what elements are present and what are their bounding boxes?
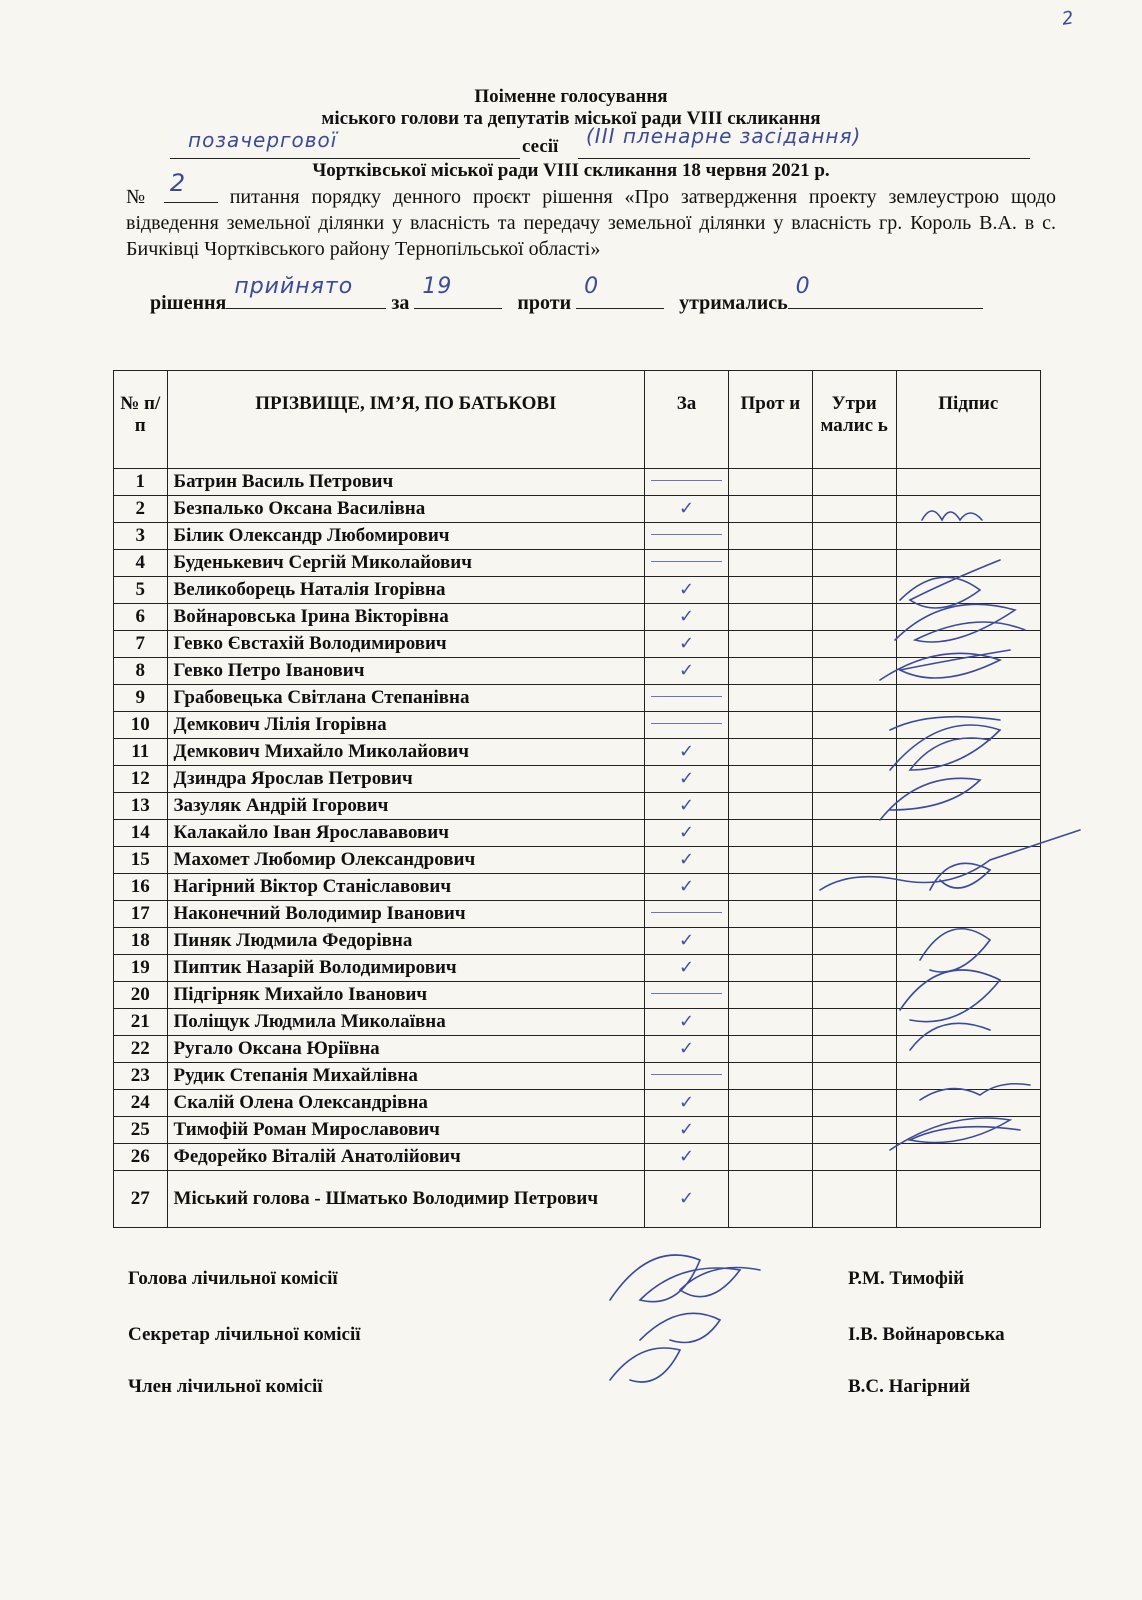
member-name: Дзиндра Ярослав Петрович bbox=[167, 766, 645, 793]
row-number: 10 bbox=[114, 712, 168, 739]
check-mark-icon: ✓ bbox=[679, 633, 695, 654]
vote-for-cell bbox=[645, 793, 729, 820]
table-row bbox=[114, 1117, 1041, 1144]
vote-abstain-cell bbox=[812, 1090, 896, 1117]
vote-abstain-cell bbox=[812, 1063, 896, 1090]
vote-against-cell bbox=[728, 793, 812, 820]
row-number: 27 bbox=[114, 1171, 168, 1228]
member-name: Безпалько Оксана Василівна bbox=[167, 496, 645, 523]
vote-for-cell bbox=[645, 1036, 729, 1063]
check-mark-icon: ✓ bbox=[679, 1011, 695, 1032]
vote-against-cell bbox=[728, 1009, 812, 1036]
row-number: 11 bbox=[114, 739, 168, 766]
footer-role: Член лічильної комісії bbox=[128, 1376, 323, 1397]
table-row bbox=[114, 766, 1041, 793]
table-row bbox=[114, 1171, 1041, 1228]
against-count-blank bbox=[576, 274, 664, 309]
check-mark-icon: ✓ bbox=[679, 795, 695, 816]
vote-for-cell bbox=[645, 766, 729, 793]
member-name: Войнаровська Ірина Вікторівна bbox=[167, 604, 645, 631]
check-mark-icon: ✓ bbox=[679, 1092, 695, 1113]
row-number: 22 bbox=[114, 1036, 168, 1063]
vote-for-cell bbox=[645, 874, 729, 901]
table-row bbox=[114, 577, 1041, 604]
for-label: за bbox=[391, 292, 410, 314]
check-mark-icon: ✓ bbox=[679, 1119, 695, 1140]
question-text: питання порядку денного проєкт рішення «Про затвердження проекту землеустрою щодо відведення земельної ділянки у власність та передачу земельної ділянки у власність гр. Король В.А. в с. Бичківці Чортківського району Тернопільської області» bbox=[126, 186, 1056, 260]
vote-against-cell bbox=[728, 1117, 812, 1144]
signature-cell bbox=[896, 766, 1040, 793]
vote-against-cell bbox=[728, 685, 812, 712]
signature-cell bbox=[896, 1090, 1040, 1117]
dash-mark-icon bbox=[651, 912, 722, 913]
member-name: Демкович Михайло Миколайович bbox=[167, 739, 645, 766]
signature-cell bbox=[896, 955, 1040, 982]
vote-against-cell bbox=[728, 901, 812, 928]
check-mark-icon: ✓ bbox=[679, 1188, 695, 1209]
check-mark-icon: ✓ bbox=[679, 957, 695, 978]
table-row bbox=[114, 1009, 1041, 1036]
abstain-count-handwritten: 0 bbox=[795, 274, 811, 299]
council-date-line: Чортківської міської ради VIII скликання 18 червня 2021 р. bbox=[312, 160, 830, 181]
vote-for-cell bbox=[645, 523, 729, 550]
check-mark-icon: ✓ bbox=[679, 660, 695, 681]
vote-for-cell bbox=[645, 739, 729, 766]
vote-against-cell bbox=[728, 766, 812, 793]
row-number: 3 bbox=[114, 523, 168, 550]
member-name: Гевко Євстахій Володимирович bbox=[167, 631, 645, 658]
for-count-handwritten: 19 bbox=[422, 274, 453, 299]
signature-cell bbox=[896, 820, 1040, 847]
row-number: 16 bbox=[114, 874, 168, 901]
signature-cell bbox=[896, 604, 1040, 631]
signature-cell bbox=[896, 874, 1040, 901]
vote-abstain-cell bbox=[812, 820, 896, 847]
signature-cell bbox=[896, 496, 1040, 523]
member-name: Тимофій Роман Мирославович bbox=[167, 1117, 645, 1144]
signature-cell bbox=[896, 577, 1040, 604]
vote-against-cell bbox=[728, 604, 812, 631]
vote-against-cell bbox=[728, 712, 812, 739]
vote-abstain-cell bbox=[812, 685, 896, 712]
signature-cell bbox=[896, 739, 1040, 766]
signature-cell bbox=[896, 928, 1040, 955]
signature-cell bbox=[896, 658, 1040, 685]
vote-against-cell bbox=[728, 1090, 812, 1117]
row-number: 12 bbox=[114, 766, 168, 793]
vote-against-cell bbox=[728, 658, 812, 685]
check-mark-icon: ✓ bbox=[679, 768, 695, 789]
vote-table bbox=[113, 370, 1041, 1228]
member-name: Пиняк Людмила Федорівна bbox=[167, 928, 645, 955]
table-row bbox=[114, 1144, 1041, 1171]
row-number: 6 bbox=[114, 604, 168, 631]
header-for: За bbox=[645, 371, 729, 469]
vote-for-cell bbox=[645, 1171, 729, 1228]
signature-cell bbox=[896, 1171, 1040, 1228]
vote-for-cell bbox=[645, 1090, 729, 1117]
document-title bbox=[0, 86, 1142, 130]
signature-cell bbox=[896, 685, 1040, 712]
table-row bbox=[114, 496, 1041, 523]
signature-cell bbox=[896, 1117, 1040, 1144]
check-mark-icon: ✓ bbox=[679, 1146, 695, 1167]
session-label: сесії bbox=[522, 136, 559, 157]
vote-for-cell bbox=[645, 496, 729, 523]
row-number: 19 bbox=[114, 955, 168, 982]
vote-abstain-cell bbox=[812, 1171, 896, 1228]
page-number: 2 bbox=[1060, 7, 1076, 30]
check-mark-icon: ✓ bbox=[679, 930, 695, 951]
table-row bbox=[114, 901, 1041, 928]
vote-for-cell bbox=[645, 901, 729, 928]
vote-abstain-cell bbox=[812, 712, 896, 739]
row-number: 17 bbox=[114, 901, 168, 928]
row-number: 15 bbox=[114, 847, 168, 874]
member-name: Махомет Любомир Олександрович bbox=[167, 847, 645, 874]
question-number-blank bbox=[164, 169, 218, 203]
row-number: 1 bbox=[114, 469, 168, 496]
row-number: 26 bbox=[114, 1144, 168, 1171]
table-row bbox=[114, 658, 1041, 685]
signature-cell bbox=[896, 901, 1040, 928]
check-mark-icon: ✓ bbox=[679, 606, 695, 627]
member-name: Наконечний Володимир Іванович bbox=[167, 901, 645, 928]
dash-mark-icon bbox=[651, 480, 722, 481]
table-row bbox=[114, 847, 1041, 874]
vote-abstain-cell bbox=[812, 523, 896, 550]
member-name: Демкович Лілія Ігорівна bbox=[167, 712, 645, 739]
signature-cell bbox=[896, 1036, 1040, 1063]
check-mark-icon: ✓ bbox=[679, 741, 695, 762]
vote-abstain-cell bbox=[812, 982, 896, 1009]
vote-abstain-cell bbox=[812, 739, 896, 766]
question-number-handwritten: 2 bbox=[169, 169, 187, 197]
vote-for-cell bbox=[645, 1144, 729, 1171]
vote-against-cell bbox=[728, 631, 812, 658]
vote-abstain-cell bbox=[812, 901, 896, 928]
row-number: 25 bbox=[114, 1117, 168, 1144]
member-name: Федорейко Віталій Анатолійович bbox=[167, 1144, 645, 1171]
signature-cell bbox=[896, 1063, 1040, 1090]
vote-for-cell bbox=[645, 685, 729, 712]
row-number: 21 bbox=[114, 1009, 168, 1036]
handwritten-signature bbox=[610, 1313, 720, 1382]
session-type-handwritten: позачергової bbox=[188, 128, 338, 152]
table-row bbox=[114, 955, 1041, 982]
table-row bbox=[114, 982, 1041, 1009]
signature-cell bbox=[896, 469, 1040, 496]
vote-for-cell bbox=[645, 1117, 729, 1144]
for-count-blank bbox=[414, 274, 502, 309]
vote-abstain-cell bbox=[812, 1036, 896, 1063]
vote-table-body bbox=[114, 469, 1041, 1228]
table-row bbox=[114, 1063, 1041, 1090]
table-row bbox=[114, 874, 1041, 901]
table-row bbox=[114, 712, 1041, 739]
vote-for-cell bbox=[645, 1009, 729, 1036]
vote-for-cell bbox=[645, 847, 729, 874]
signature-cell bbox=[896, 523, 1040, 550]
vote-against-cell bbox=[728, 1063, 812, 1090]
member-name: Батрин Василь Петрович bbox=[167, 469, 645, 496]
dash-mark-icon bbox=[651, 723, 722, 724]
vote-abstain-cell bbox=[812, 793, 896, 820]
signature-cell bbox=[896, 712, 1040, 739]
vote-for-cell bbox=[645, 928, 729, 955]
member-name: Ругало Оксана Юріївна bbox=[167, 1036, 645, 1063]
signature-cell bbox=[896, 793, 1040, 820]
dash-mark-icon bbox=[651, 561, 722, 562]
member-name: Скалій Олена Олександрівна bbox=[167, 1090, 645, 1117]
meeting-handwritten: (ІІІ пленарне засідання) bbox=[586, 124, 862, 148]
decision-label: рішення bbox=[150, 292, 227, 314]
header-name: ПРІЗВИЩЕ, ІМ’Я, ПО БАТЬКОВІ bbox=[167, 371, 645, 469]
header-num: № п/п bbox=[114, 371, 168, 469]
vote-against-cell bbox=[728, 928, 812, 955]
check-mark-icon: ✓ bbox=[679, 1038, 695, 1059]
vote-against-cell bbox=[728, 1144, 812, 1171]
table-row bbox=[114, 1090, 1041, 1117]
row-number: 23 bbox=[114, 1063, 168, 1090]
table-row bbox=[114, 793, 1041, 820]
row-number: 14 bbox=[114, 820, 168, 847]
table-row bbox=[114, 604, 1041, 631]
row-number: 24 bbox=[114, 1090, 168, 1117]
vote-against-cell bbox=[728, 496, 812, 523]
table-row bbox=[114, 469, 1041, 496]
row-number: 4 bbox=[114, 550, 168, 577]
vote-abstain-cell bbox=[812, 766, 896, 793]
row-number: 20 bbox=[114, 982, 168, 1009]
vote-abstain-cell bbox=[812, 1117, 896, 1144]
vote-against-cell bbox=[728, 577, 812, 604]
dash-mark-icon bbox=[651, 1074, 722, 1075]
vote-for-cell bbox=[645, 1063, 729, 1090]
title-line-2: міського голови та депутатів міської ради VIII скликання bbox=[321, 108, 821, 129]
footer-role: Голова лічильної комісії bbox=[128, 1268, 338, 1289]
table-row bbox=[114, 523, 1041, 550]
member-name: Підгірняк Михайло Іванович bbox=[167, 982, 645, 1009]
against-count-handwritten: 0 bbox=[584, 274, 600, 299]
header-against: Прот и bbox=[728, 371, 812, 469]
against-label: проти bbox=[517, 292, 572, 314]
member-name: Рудик Степанія Михайлівна bbox=[167, 1063, 645, 1090]
vote-for-cell bbox=[645, 469, 729, 496]
signature-cell bbox=[896, 1009, 1040, 1036]
header-abstain: Утри малис ь bbox=[812, 371, 896, 469]
member-name: Нагірний Віктор Станіславович bbox=[167, 874, 645, 901]
member-name: Поліщук Людмила Миколаївна bbox=[167, 1009, 645, 1036]
member-name: Великоборець Наталія Ігорівна bbox=[167, 577, 645, 604]
vote-against-cell bbox=[728, 739, 812, 766]
member-name: Зазуляк Андрій Ігорович bbox=[167, 793, 645, 820]
table-row bbox=[114, 685, 1041, 712]
vote-table-header bbox=[114, 371, 1041, 469]
member-name: Калакайло Іван Ярослававович bbox=[167, 820, 645, 847]
title-line-1: Поіменне голосування bbox=[474, 86, 668, 107]
header-signature: Підпис bbox=[896, 371, 1040, 469]
check-mark-icon: ✓ bbox=[679, 498, 695, 519]
member-name: Пиптик Назарій Володимирович bbox=[167, 955, 645, 982]
vote-against-cell bbox=[728, 523, 812, 550]
vote-for-cell bbox=[645, 712, 729, 739]
vote-abstain-cell bbox=[812, 631, 896, 658]
vote-against-cell bbox=[728, 1171, 812, 1228]
footer-person: І.В. Войнаровська bbox=[848, 1324, 1005, 1345]
row-number: 18 bbox=[114, 928, 168, 955]
handwritten-signature bbox=[610, 1255, 760, 1302]
member-name: Буденькевич Сергій Миколайович bbox=[167, 550, 645, 577]
vote-for-cell bbox=[645, 577, 729, 604]
row-number: 7 bbox=[114, 631, 168, 658]
check-mark-icon: ✓ bbox=[679, 579, 695, 600]
vote-abstain-cell bbox=[812, 577, 896, 604]
check-mark-icon: ✓ bbox=[679, 822, 695, 843]
vote-abstain-cell bbox=[812, 928, 896, 955]
check-mark-icon: ✓ bbox=[679, 876, 695, 897]
session-type-blank bbox=[170, 128, 520, 159]
row-number: 9 bbox=[114, 685, 168, 712]
row-number: 13 bbox=[114, 793, 168, 820]
vote-against-cell bbox=[728, 550, 812, 577]
footer-person: В.С. Нагірний bbox=[848, 1376, 971, 1397]
vote-abstain-cell bbox=[812, 847, 896, 874]
vote-for-cell bbox=[645, 604, 729, 631]
signature-cell bbox=[896, 631, 1040, 658]
table-row bbox=[114, 631, 1041, 658]
member-name: Міський голова - Шматько Володимир Петрович bbox=[167, 1171, 645, 1228]
vote-abstain-cell bbox=[812, 658, 896, 685]
table-row bbox=[114, 1036, 1041, 1063]
vote-against-cell bbox=[728, 847, 812, 874]
abstain-count-blank bbox=[788, 274, 983, 309]
question-prefix: № bbox=[126, 186, 152, 208]
vote-for-cell bbox=[645, 982, 729, 1009]
signature-cell bbox=[896, 1144, 1040, 1171]
decision-result-blank bbox=[226, 274, 386, 309]
vote-for-cell bbox=[645, 658, 729, 685]
footer-person: Р.М. Тимофій bbox=[848, 1268, 965, 1289]
decision-line bbox=[150, 274, 1050, 315]
vote-abstain-cell bbox=[812, 469, 896, 496]
vote-against-cell bbox=[728, 469, 812, 496]
signature-cell bbox=[896, 847, 1040, 874]
vote-abstain-cell bbox=[812, 550, 896, 577]
table-row bbox=[114, 739, 1041, 766]
abstain-label: утримались bbox=[679, 292, 788, 314]
vote-abstain-cell bbox=[812, 604, 896, 631]
table-row bbox=[114, 550, 1041, 577]
vote-against-cell bbox=[728, 955, 812, 982]
vote-abstain-cell bbox=[812, 1144, 896, 1171]
dash-mark-icon bbox=[651, 696, 722, 697]
member-name: Білик Олександр Любомирович bbox=[167, 523, 645, 550]
row-number: 2 bbox=[114, 496, 168, 523]
member-name: Грабовецька Світлана Степанівна bbox=[167, 685, 645, 712]
vote-abstain-cell bbox=[812, 874, 896, 901]
meeting-blank bbox=[578, 124, 1030, 159]
vote-against-cell bbox=[728, 820, 812, 847]
vote-for-cell bbox=[645, 955, 729, 982]
vote-against-cell bbox=[728, 1036, 812, 1063]
vote-abstain-cell bbox=[812, 496, 896, 523]
vote-against-cell bbox=[728, 982, 812, 1009]
vote-against-cell bbox=[728, 874, 812, 901]
vote-for-cell bbox=[645, 820, 729, 847]
footer-role: Секретар лічильної комісії bbox=[128, 1324, 361, 1345]
table-row bbox=[114, 820, 1041, 847]
member-name: Гевко Петро Іванович bbox=[167, 658, 645, 685]
table-row bbox=[114, 928, 1041, 955]
dash-mark-icon bbox=[651, 534, 722, 535]
vote-abstain-cell bbox=[812, 1009, 896, 1036]
vote-for-cell bbox=[645, 550, 729, 577]
decision-result-handwritten: прийнято bbox=[234, 274, 354, 299]
vote-for-cell bbox=[645, 631, 729, 658]
row-number: 5 bbox=[114, 577, 168, 604]
row-number: 8 bbox=[114, 658, 168, 685]
dash-mark-icon bbox=[651, 993, 722, 994]
check-mark-icon: ✓ bbox=[679, 849, 695, 870]
vote-abstain-cell bbox=[812, 955, 896, 982]
signature-cell bbox=[896, 982, 1040, 1009]
signature-cell bbox=[896, 550, 1040, 577]
